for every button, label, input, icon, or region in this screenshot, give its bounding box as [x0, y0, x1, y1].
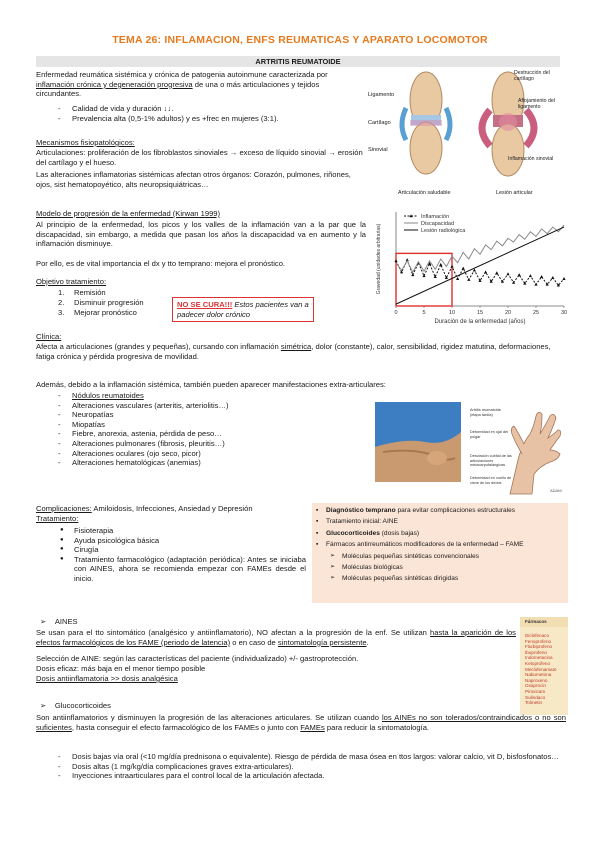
- arrow-bullet-icon: ➢: [40, 701, 55, 710]
- aines-heading: AINES: [54, 617, 78, 626]
- farmacos-table: [520, 617, 568, 715]
- farmaco-item: Diclofenaco: [525, 633, 550, 638]
- progression-chart: [368, 206, 568, 326]
- x-tick-label: 25: [532, 310, 540, 316]
- extra-item: - Fiebre, anorexia, astenia, pérdida de peso…: [36, 429, 336, 439]
- hand-label-3: Deformidad en cuello de cisne de los dedos: [470, 476, 512, 485]
- inflamacion-point: [506, 272, 509, 275]
- x-tick-label: 10: [448, 310, 456, 316]
- farmaco-item: Sulindaco: [525, 694, 546, 700]
- intro-p1-end: de una o más articulaciones y tejidos circundantes.: [36, 79, 320, 99]
- gluco-p1: [36, 713, 566, 732]
- clinica-p2: Además, debido a la inflamación sistémica, también pueden aparecer manifestaciones extra-articulares:: [36, 380, 386, 389]
- intro-item: - Prevalencia alta (0,5-1% adultos) y es +frec en mujeres (3:1).: [36, 114, 366, 124]
- modelo-p1: Al principio de la enfermedad, los picos y los valles de la inflamación van a la par que la discapacidad, sin embargo, a medida que pasan los años la discapacidad va en aumento y la inflamación disminuye.: [36, 220, 366, 249]
- summary-item: ▪ Glucocorticoides (dosis bajas): [312, 528, 568, 539]
- objetivo-list: [36, 288, 144, 319]
- farmaco-item: Piroxicam: [525, 688, 546, 694]
- gluco-p1u2: FAMEs: [300, 722, 325, 732]
- summary-list: [312, 505, 568, 585]
- farmaco-item: Nabumetona: [525, 672, 552, 678]
- gluco-p1c: para reducir la sintomatología.: [326, 722, 430, 732]
- aines-p1u2: sintomatología persistente: [277, 637, 367, 647]
- inflamacion-point: [518, 273, 521, 276]
- gluco-p1u: los AINEs no son tolerados/contraindicados o no son suficientes: [36, 713, 566, 732]
- objetivo-item: 3. Mejorar pronóstico: [58, 308, 137, 318]
- label-sinovial: Sinovial: [368, 147, 388, 153]
- tratamiento-item: ● Ayuda psicológica básica: [36, 536, 306, 546]
- early-disease-highlight: [396, 253, 452, 306]
- farmaco-item: Oxaprocin: [525, 683, 546, 689]
- joint-figure: [368, 70, 564, 200]
- inflamacion-point: [534, 283, 537, 286]
- farmaco-item: Fenoprofeno: [525, 638, 552, 644]
- extra-item: - Alteraciones vasculares (arteritis, arteriolitis…): [36, 401, 336, 411]
- gluco-p1a: Son antiinflamatorios y disminuyen la progresión de las alteraciones articulares. Se utilizan cuando: [36, 713, 379, 722]
- label-destruccion: Destrucción del cartílago: [514, 70, 550, 82]
- aines-p1u: hasta la aparición de los efectos farmacológicos de los FAME (periodo de latencia): [36, 628, 516, 647]
- aines-heading-row: [40, 617, 78, 627]
- hand-label-1: Deformidad en ojal del pulgar: [470, 430, 508, 439]
- x-axis-label: Duración de la enfermedad (años): [434, 319, 526, 325]
- label-cartilago: Cartílago: [368, 120, 391, 126]
- summary-item: ▪ Tratamiento inicial: AINE: [312, 516, 568, 527]
- inflamacion-point: [462, 267, 465, 270]
- inflamacion-point: [484, 270, 487, 273]
- farmaco-item: Ibuprofeno: [525, 649, 547, 655]
- mecanismos-p2: Las alteraciones inflamatorias sistémicas afectan otros órganos: Corazón, pulmones, riñones, ojos, sist hematopoyético, alts neuropsiquiátricas…: [36, 170, 351, 189]
- gluco-heading-row: [40, 701, 111, 711]
- label-ligamento: Ligamento: [368, 92, 395, 98]
- x-tick-label: 0: [394, 310, 398, 316]
- x-tick-label: 15: [476, 310, 484, 316]
- inflamacion-point: [495, 271, 498, 274]
- extra-articular-list: [36, 391, 336, 468]
- gluco-heading: Glucocorticoides: [54, 701, 111, 710]
- aines-p2: Selección de AINE: según las características del paciente (individualizado) +/- gastroprotección.: [36, 654, 359, 663]
- clinica-p1b: , dolor (constante), calor, sensibilidad, rigidez matutina, deformaciones, fatiga crónica y pérdida progresiva de movilidad.: [36, 342, 551, 361]
- modelo-heading: Modelo de progresión de la enfermedad (Kirwan 1999): [36, 209, 221, 218]
- clinica-p1: [36, 342, 566, 361]
- tratamiento-list: [36, 526, 306, 584]
- aines-p1b: o en caso de: [232, 637, 276, 647]
- complicaciones-row: [36, 504, 253, 514]
- extra-item: - Miopatías: [36, 420, 336, 430]
- mecanismos-heading: Mecanismos fisiopatológicos:: [36, 138, 135, 147]
- chart-svg: [368, 206, 568, 326]
- summary-item: ▪ Fármacos antirreumáticos modificadores de la enfermedad – FAME: [312, 539, 568, 550]
- hand-label-0: Artritis reumatoide (etapa tardía): [470, 408, 501, 417]
- legend-label-0: Inflamación: [421, 213, 450, 220]
- inflamacion-point: [439, 263, 442, 266]
- aines-p4: Dosis antiinflamatoria >> dosis analgésica: [36, 674, 178, 683]
- tratamiento-item: ● Cirugía: [36, 545, 306, 555]
- intro-p1: Enfermedad reumática sistémica y crónica de patogenia autoinmune caracterizada por: [36, 70, 328, 79]
- aines-p1: Se usan para el tto sintomático (analgésico y antiinflamatorio), NO afectan a la progresión de la enf. Se utilizan hasta la aparición de los efectos farmacológicos de los FAME (periodo de latencia) o en caso de sintomatología persistente.: [36, 628, 516, 647]
- treatment-summary-box: [312, 503, 568, 603]
- mecanismos-p1: Articulaciones: proliferación de los fibroblastos sinoviales → exceso de líquido sinovial → erosión del cartílago y el hueso.: [36, 148, 363, 167]
- no-cura-bold: NO SE CURA!!!: [177, 300, 233, 309]
- complicaciones-heading: Complicaciones:: [36, 504, 92, 513]
- extra-item: - Neuropatías: [36, 410, 336, 420]
- tratamiento-heading: Tratamiento:: [36, 514, 79, 523]
- hand-figure: [470, 404, 566, 496]
- clinica-p1a: Afecta a articulaciones (grandes y pequeñas), cursando con inflamación: [36, 342, 279, 351]
- modelo-p2: Por ello, es de vital importancia el dx y tto temprano: mejora el pronóstico.: [36, 259, 286, 268]
- inflamacion-point: [512, 281, 515, 284]
- legend-label-2: Lesión radiológica: [421, 227, 466, 234]
- farmacos-heading: Fármacos: [520, 617, 568, 627]
- farmaco-item: Flurbiprofeno: [525, 644, 553, 650]
- farmaco-item: Ketoprofeno: [525, 660, 551, 666]
- label-lesion: Lesión articular: [496, 190, 533, 196]
- page-title: TEMA 26: INFLAMACION, ENFS REUMATICAS Y APARATO LOCOMOTOR: [112, 34, 488, 46]
- intro-p1-underline: inflamación crónica y degeneración progresiva: [36, 79, 193, 89]
- gluco-item: - Dosis bajas vía oral (<10 mg/día prednisona o equivalente). Riesgo de pérdida de masa ósea en ttos largos: valorar calcio, vit D, bisfosfonatos…: [36, 752, 566, 762]
- complicaciones-text: Amiloidosis, Infecciones, Ansiedad y Depresión: [93, 504, 253, 513]
- extra-item: - Alteraciones hematológicas (anemias): [36, 458, 336, 468]
- inflamacion-point: [467, 278, 470, 281]
- farmaco-item: Naproxeno: [525, 677, 548, 683]
- inflamacion-point: [529, 274, 532, 277]
- objetivo-item: 1. Remisión: [58, 288, 106, 297]
- summary-subitem: ➢ Moléculas biológicas: [312, 562, 568, 573]
- arrow-bullet-icon: ➢: [40, 617, 55, 626]
- joint-illustration: [368, 70, 564, 200]
- gluco-item: - Dosis altas (1 mg/kg/día complicaciones graves extra-articulares).: [36, 762, 566, 772]
- x-tick-label: 30: [560, 310, 568, 316]
- intro-list: [36, 104, 366, 123]
- hand-credit: ADAM.: [550, 488, 563, 493]
- gluco-list: [36, 752, 566, 781]
- intro-item: - Calidad de vida y duración ↓↓.: [36, 104, 366, 114]
- inflamacion-point: [450, 265, 453, 268]
- x-tick-label: 20: [504, 310, 512, 316]
- clinica-heading: Clínica:: [36, 332, 62, 341]
- tratamiento-item: ● Fisioterapia: [36, 526, 306, 536]
- intro-text: [36, 70, 366, 99]
- x-tick-label: 5: [422, 310, 426, 316]
- nodule-photo: [375, 402, 461, 482]
- elbow-nodule-illustration: [375, 402, 461, 482]
- summary-item: ▪ Diagnóstico temprano para evitar complicaciones estructurales: [312, 505, 568, 516]
- label-aflojamiento: Aflojamiento del ligamento: [518, 98, 555, 110]
- section-bar: ARTRITIS REUMATOIDE: [36, 56, 560, 67]
- tratamiento-item: ● Tratamiento farmacológico (adaptación periódica): Antes se iniciaba con AINES, ahora se recomienda empezar con FAMEs desde el inicio.: [36, 555, 306, 584]
- label-sana: Articulación saludable: [398, 190, 451, 196]
- summary-subitem: ➢ Moléculas pequeñas sintéticas dirigidas: [312, 573, 568, 584]
- no-cura-note: [172, 297, 314, 322]
- inflamacion-point: [551, 276, 554, 279]
- summary-subitem: ➢ Moléculas pequeñas sintéticas convencionales: [312, 551, 568, 562]
- farmaco-item: Meclofenamato: [525, 666, 557, 672]
- farmaco-item: Indometacina: [525, 655, 553, 661]
- inflamacion-point: [456, 277, 459, 280]
- gluco-p1b: , hasta conseguir el efecto farmacológico de los FAMEs o junto con: [71, 722, 299, 732]
- no-cura-rest: Estos pacientes van a padecer dolor crónico: [177, 300, 309, 319]
- hand-label-2: Desviación cubital de las articulaciones metacarpofalángicas: [470, 454, 512, 468]
- extra-item: - Alteraciones oculares (ojo seco, picor): [36, 449, 336, 459]
- farmaco-item: Tolmetin: [525, 700, 543, 706]
- aines-p3: Dosis eficaz: más baja en el menor tiempo posible: [36, 664, 206, 673]
- inflamacion-point: [540, 275, 543, 278]
- objetivo-item: 2. Disminuir progresión: [58, 298, 144, 308]
- y-axis-label: Gravedad (unidades arbitrarias): [376, 223, 382, 295]
- extra-item: - Nódulos reumatoides: [36, 391, 336, 401]
- aines-p1a: Se usan para el tto sintomático (analgésico y antiinflamatorio), NO afectan a la progresión de la enf. Se utilizan: [36, 628, 427, 637]
- inflamacion-point: [562, 277, 565, 280]
- label-inflamacion: Inflamación sinovial: [508, 156, 554, 162]
- objetivo-heading: Objetivo tratamiento:: [36, 277, 107, 286]
- extra-item: - Alteraciones pulmonares (fibrosis, pleuritis…): [36, 439, 336, 449]
- inflamacion-point: [394, 259, 397, 262]
- legend-label-1: Discapacidad: [421, 220, 455, 227]
- clinica-p1u: simétrica: [280, 342, 312, 351]
- gluco-item: - Inyecciones intraarticulares para el control local de la articulación afectada.: [36, 771, 566, 781]
